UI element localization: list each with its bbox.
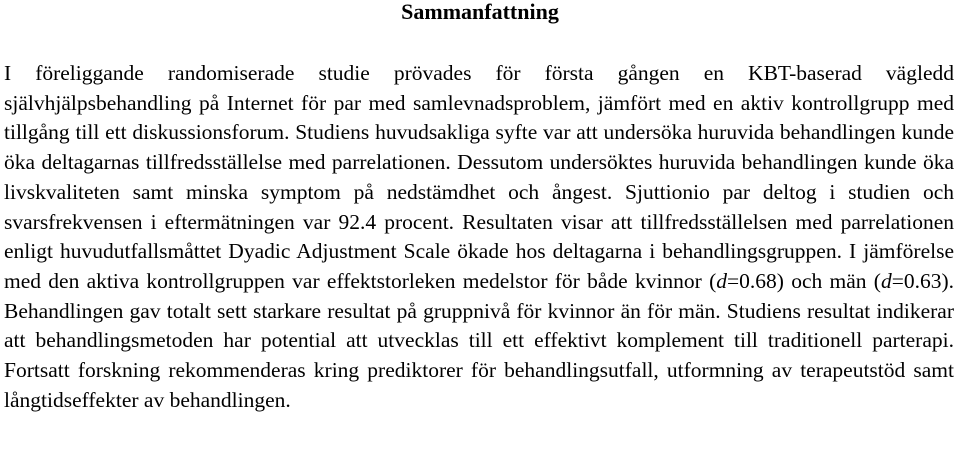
- summary-paragraph: [4, 59, 954, 415]
- summary-text-part-2: =0.68) och män (: [727, 268, 881, 293]
- effect-size-symbol-women: d: [716, 268, 728, 293]
- summary-text-part-3: =0.63). Behandlingen gav totalt sett starkare resultat på gruppnivå för kvinnor än för män. Studiens resultat indikerar att behandlingsmetoden har potential att utvecklas till ett effektivt komplement till traditionell parterapi. Fortsatt forskning rekommenderas kring prediktorer för behandlingsutfall, utformning av terapeutstöd samt långtidseffekter av behandlingen.: [4, 268, 954, 412]
- effect-size-symbol-men: d: [880, 268, 892, 293]
- section-title: Sammanfattning: [401, 0, 559, 24]
- summary-text-part-1: I föreliggande randomiserade studie prövades för första gången en KBT-baserad vägledd självhjälpsbehandling på Internet för par med samlevnadsproblem, jämfört med en aktiv kontrollgrupp med tillgång till ett diskussionsforum. Studiens huvudsakliga syfte var att undersöka huruvida behandlingen kunde öka deltagarnas tillfredsställelse med parrelationen. Dessutom undersöktes huruvida behandlingen kunde öka livskvaliteten samt minska symptom på nedstämdhet och ångest. Sjuttionio par deltog i studien och svarsfrekvensen i eftermätningen var 92.4 procent. Resultaten visar att tillfredsställelsen med parrelationen enligt huvudutfallsmåttet Dyadic Adjustment Scale ökade hos deltagarna i behandlingsgruppen. I jämförelse med den aktiva kontrollgruppen var effektstorleken medelstor för både kvinnor (: [4, 61, 954, 293]
